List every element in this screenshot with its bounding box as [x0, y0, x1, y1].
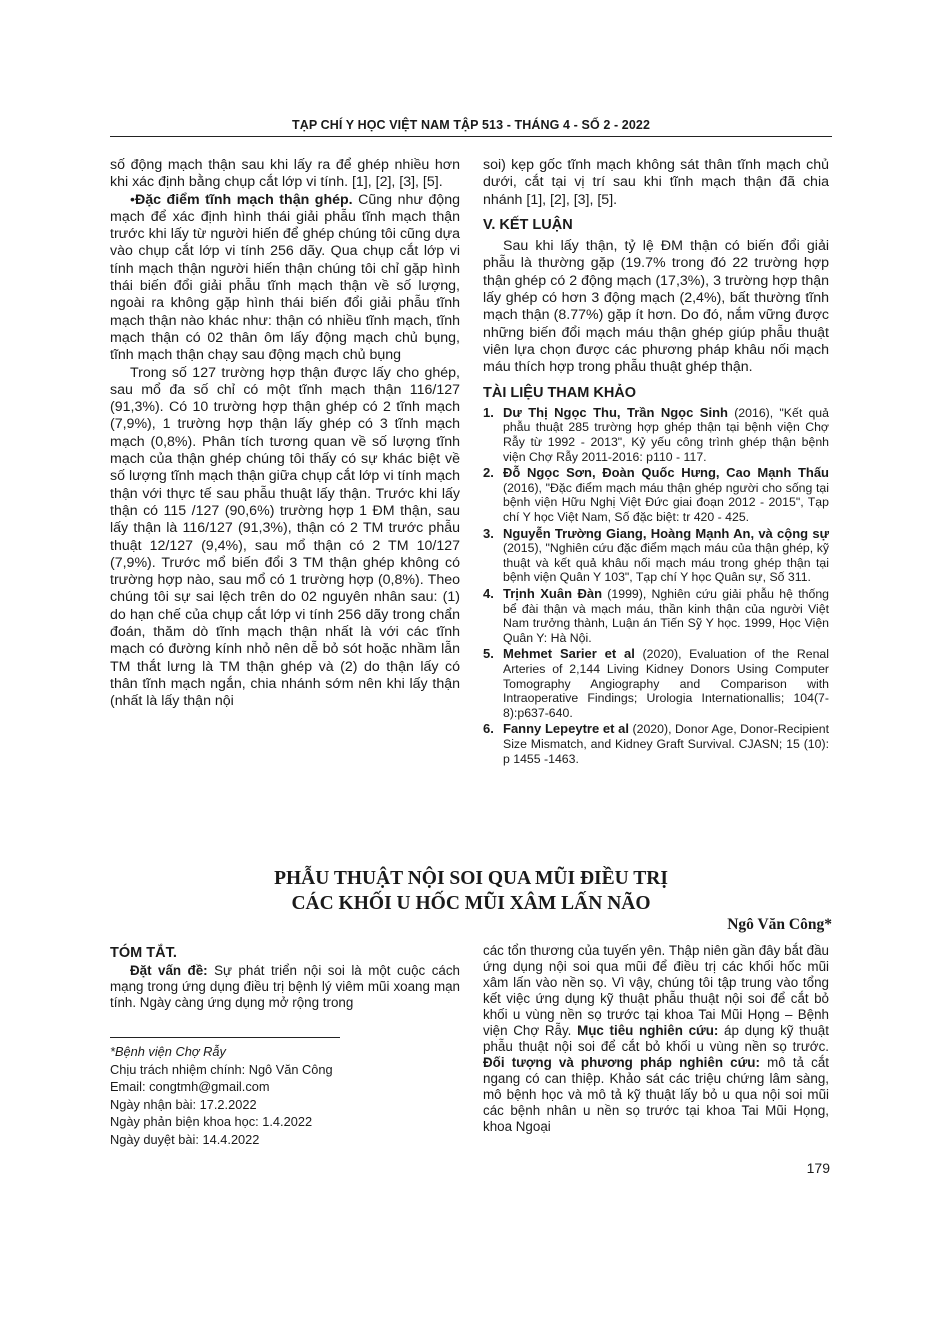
- left-column-top: [110, 157, 460, 711]
- article-author: Ngô Văn Công*: [727, 916, 832, 933]
- abstract-background: các tổn thương của tuyến yên. Thập niên gần đây bắt đầu ứng dụng nội soi qua mũi để điều trị các khối hốc mũi xâm lấn vào nền sọ. Vì vậy, chúng tôi tập trung vào tổng kết việc ứng dụng kỹ thuật phẫu thuật nội soi để cắt bỏ khối u vùng nền sọ trước tại khoa Tai Mũi Họng – Bệnh viện Chợ Rẫy.: [483, 943, 829, 1038]
- paragraph: số động mạch thận sau khi lấy ra để ghép nhiều hơn khi xác định bằng chụp cắt lớp vi tính. [1], [2], [3], [5].: [110, 157, 460, 191]
- abstract-method-text: mô tả cắt ngang có can thiệp. Khảo sát các triệu chứng lâm sàng, mô bệnh học và mô tả kỹ thuật lấy bỏ u qua nội soi mũi các bệnh nhân u nền sọ trước tại khoa Tai Mũi Họng, khoa Ngoại: [483, 1055, 829, 1134]
- journal-header: TẠP CHÍ Y HỌC VIỆT NAM TẬP 513 - THÁNG 4 - SỐ 2 - 2022: [110, 118, 832, 137]
- reference-list: [483, 406, 829, 766]
- reference-item: [483, 466, 829, 524]
- reference-authors: Dư Thị Ngọc Thu, Trần Ngọc Sinh: [503, 404, 728, 420]
- reference-text: (2020), Evaluation of the Renal Arteries of 2,144 Living Kidney Donors Using Computer Tomography Angiography and Comparison with Intraoperative Findings; Urologia Internationallis; 104(7-8):p637-640.: [503, 647, 829, 720]
- reference-authors: Trịnh Xuân Đàn: [503, 585, 603, 601]
- reference-number: 3.: [483, 525, 494, 541]
- footnote-email: Email: congtmh@gmail.com: [110, 1079, 270, 1094]
- reference-text: (2015), "Nghiên cứu đặc điểm mạch máu của thận ghép, kỹ thuật và kết quả khâu nối mạch máu trong ghép thận tại bệnh viện Quân Y 103", Tạp chí Y học Quân sự, Số 311.: [503, 541, 829, 585]
- paragraph: soi) kẹp gốc tĩnh mạch không sát thân tĩnh mạch chủ dưới, cắt tại vị trí sau khi tĩnh mạch thận đã chia nhánh [1], [2], [3], [5].: [483, 157, 829, 208]
- reference-text: (1999), Nghiên cứu giải phẫu hệ thống bể đài thận và mạch máu, thần kinh thận của người Việt Nam trưởng thành, Luận án Tiến Sỹ Y học. 1999, Học Viện Quân Y: Hà Nội.: [503, 586, 830, 645]
- reference-text: (2020), Donor Age, Donor-Recipient Size Mismatch, and Kidney Graft Survival. CJASN; 15 (10): p 1455 -1463.: [503, 722, 829, 766]
- abstract-right-column: [483, 943, 829, 1135]
- abstract-method-label: Đối tượng và phương pháp nghiên cứu:: [483, 1055, 760, 1070]
- article-title: [110, 866, 832, 916]
- bullet-icon: •: [130, 191, 135, 208]
- reference-number: 4.: [483, 585, 494, 601]
- paragraph-vein: [110, 192, 460, 365]
- article-title-line-2: CÁC KHỐI U HỐC MŨI XÂM LẤN NÃO: [291, 893, 651, 914]
- abstract-left-column: [110, 945, 460, 1148]
- paragraph-text: Cũng như động mạch để xác định hình thái giải phẫu tĩnh mạch thận trước khi lấy từ người hiến để ghép chúng tôi cũng dựa vào chụp cắt lớp vi tính 256 dãy. Qua chụp cắt lớp vi tính mạch thận người hiến thận chúng tôi chỉ gặp hình thái biến đổi giải phẫu tĩnh mạch thận về số lượng, ngoài ra không gặp hình thái biến đổi giải phẫu tĩnh mạch thận nào khác như: thận có nhiều tĩnh mạch, tĩnh mạch thận có 02 thân ôm lấy động mạch chủ bụng, tĩnh mạch thận chạy sau động mạch chủ bụng: [110, 191, 460, 364]
- abstract-goal-label: Mục tiêu nghiên cứu:: [577, 1023, 719, 1038]
- right-column-top: [483, 157, 829, 768]
- paragraph-heading: Đặc điểm tĩnh mạch thận ghép.: [134, 191, 353, 208]
- reference-authors: Nguyễn Trường Giang, Hoàng Mạnh An, và cộng sự: [503, 525, 829, 541]
- reference-text: (2016), "Đặc điểm mạch máu thận ghép người cho sống tại bệnh viện Hữu Nghị Việt Đức giai đoạn 2012 - 2015", Tạp chí Y học Việt Nam, Số đặc biệt: tr 420 - 425.: [503, 480, 829, 525]
- reference-number: 1.: [483, 404, 494, 420]
- reference-number: 2.: [483, 465, 494, 481]
- abstract-goal-text: áp dụng kỹ thuật phẫu thuật nội soi để cắt bỏ khối u vùng nền sọ trước.: [483, 1023, 829, 1054]
- abstract-lead-label: Đặt vấn đề:: [130, 963, 208, 978]
- abstract-heading: TÓM TẮT.: [110, 945, 177, 961]
- reference-number: 6.: [483, 721, 494, 737]
- conclusion-heading: V. KẾT LUẬN: [483, 216, 573, 233]
- footnote-divider: [110, 1037, 340, 1038]
- abstract-lead-text: Sự phát triển nội soi là một cuộc cách mạng trong ứng dụng điều trị bệnh lý viêm mũi xoang mạn tính. Ngày càng ứng dụng mở rộng trong: [110, 963, 460, 1010]
- reference-item: [483, 722, 829, 766]
- footnote-affiliation: *Bệnh viện Chợ Rẫy: [110, 1044, 226, 1059]
- reference-item: [483, 406, 829, 464]
- reference-authors: Đỗ Ngọc Sơn, Đoàn Quốc Hưng, Cao Mạnh Thấu: [503, 465, 829, 481]
- reference-authors: Mehmet Sarier et al: [503, 646, 635, 662]
- references-heading: TÀI LIỆU THAM KHẢO: [483, 384, 637, 401]
- reference-text: (2016), "Kết quả phẫu thuật 285 trường hợp ghép thận tại bệnh viện Chợ Rẫy từ 1992 - 2013", Kỷ yếu công trình ghép thận bệnh viện Chợ Rẫy 2011-2016: p110 - 117.: [503, 405, 829, 464]
- abstract-lead: [110, 963, 460, 1011]
- reference-item: [483, 587, 829, 645]
- footnote-received: Ngày nhận bài: 17.2.2022: [110, 1096, 257, 1112]
- reference-item: [483, 647, 829, 720]
- reference-number: 5.: [483, 646, 494, 662]
- reference-authors: Fanny Lepeytre et al: [503, 721, 630, 737]
- footnote: [110, 1043, 460, 1148]
- paragraph: Trong số 127 trường hợp thận được lấy cho ghép, sau mổ đa số chỉ có một tĩnh mạch thận 116/127 (91,3%). Có 10 trường hợp thận ghép có 2 tĩnh mạch (7,9%), 1 trường hợp thận lấy ghép có 3 tĩnh mạch mạch (0,8%). Phân tích tương quan về số lượng tĩnh mạch của thận ghép chúng tôi thấy có sự khác biệt về số lượng tĩnh mạch thận giữa chụp cắt lớp vi tính mạch thận với thực tế sau phẫu thuật lấy thận. Trước khi lấy thận có 115 /127 (90,6%) trường hợp 1 ĐM thận, sau lấy thận là 116/127 (91,3%), thận có 2 TM trước phẫu thuật 12/127 (9,4%), sau mổ thận có 2 TM 10/127 (7,9%). Trước mổ biến đổi 3 TM thận ghép không có trường hợp nào, sau mổ có 1 trường hợp (0,8%). Theo chúng tôi sự sai lệch trên do 02 nguyên nhân sau: (1) do hạn chế của chụp cắt lớp vi tính 256 dãy trong chẩn đoán, thăm dò tĩnh mạch thận nhất là với các tĩnh mạch có đường kính nhỏ nên dễ bỏ sót hoặc nhầm lẫn TM thắt lưng là TM thận ghép và (2) do thận lấy có thân tĩnh mạch ngắn, chia nhánh sớm nên khi lấy thận (nhất là lấy thận nội: [110, 364, 460, 710]
- footnote-reviewed: Ngày phản biện khoa học: 1.4.2022: [110, 1114, 313, 1129]
- page-number: 179: [806, 1160, 830, 1176]
- footnote-approved: Ngày duyệt bài: 14.4.2022: [110, 1131, 260, 1147]
- reference-item: [483, 527, 829, 585]
- article-title-line-1: PHẪU THUẬT NỘI SOI QUA MŨI ĐIỀU TRỊ: [274, 868, 668, 889]
- abstract-text: [483, 943, 829, 1135]
- footnote-responsible: Chịu trách nhiệm chính: Ngô Văn Công: [110, 1061, 333, 1077]
- conclusion-text: Sau khi lấy thận, tỷ lệ ĐM thận có biến đổi giải phẫu là thường gặp (19.7% trong đó 22 trường hợp thận ghép có 2 động mạch (17,3%), 3 trường hợp thận lấy ghép có hơn 3 động mạch (2,4%), bất thường tĩnh mạch thận (8.77%) gặp ít hơn. Do đó, nắm vững được những biến đổi mạch máu thận ghép giúp phẫu thuật viên lựa chọn được các phương pháp khâu nối mạch máu thích hợp trong phẫu thuật ghép thận.: [483, 238, 829, 376]
